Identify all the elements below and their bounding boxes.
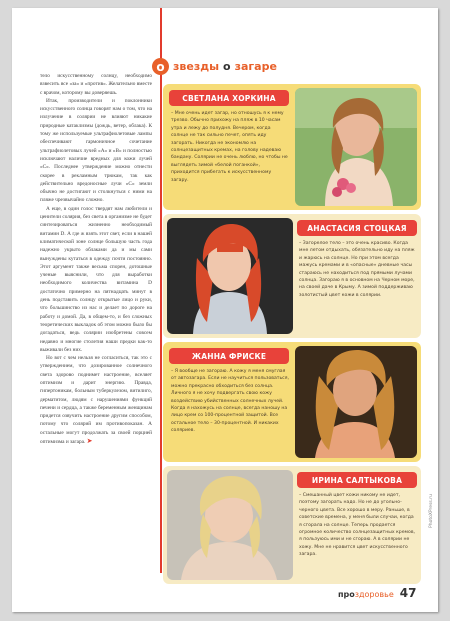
brand-logo-part: про — [338, 590, 355, 599]
page-number: 47 — [399, 586, 417, 600]
celebrity-photo — [295, 346, 417, 458]
celebrity-quote: – Мне очень идет загар, но отношусь я к нему трезво. Обычно прихожу на пляж в 10 часам утра и лежу до полудня. Вечером, когда солнце не так сильно печет, опять иду загорать. Никогда не экономлю на солнцезащитных кремах, на голову надеваю бандану. Солярии не очень люблю, но чтобы не выглядеть зимой «белой поганкой», приходится прибегать к искусственному загару. — [171, 111, 288, 183]
section-logo-icon: о — [152, 58, 169, 75]
column-divider — [160, 8, 162, 573]
article-paragraph — [40, 354, 152, 446]
celebrity-card — [163, 342, 421, 462]
celebrity-card — [163, 214, 421, 338]
celebrity-name: ЖАННА ФРИСКЕ — [169, 348, 289, 364]
celebrity-photo — [295, 88, 417, 206]
article-body — [40, 72, 152, 592]
magazine-page — [12, 8, 438, 612]
section-title-word: звезды — [173, 60, 220, 73]
brand-logo-part: здоровье — [354, 590, 394, 599]
celebrity-name: ИРИНА САЛТЫКОВА — [297, 472, 417, 488]
page-footer — [338, 586, 416, 600]
end-arrow-icon: ➤ — [86, 437, 93, 446]
celebrity-photo — [167, 218, 293, 334]
section-title — [152, 58, 277, 75]
article-paragraph-text: Но вот с чем нельзя не согласиться, так это с утверждением, что дозированное солнечного света здорово поднимет настроение, вселяет оптимизм и дарит энергию. Правда, гипертоникам, больным туберкулезом, витилиго, дерматитом, людям с нарушениями функций печени и сердца, а также беременным женщинам придется озвучить настроение другим способом, потому что солярий им противопоказан. А остальные могут продолжать за своей порцией оптимизма и загара. — [40, 355, 152, 446]
photo-credit: PhotoXPress.ru — [429, 494, 434, 528]
celebrity-photo — [167, 470, 293, 580]
celebrity-card — [163, 84, 421, 210]
celebrity-quote: – Загорелое тело – это очень красиво. Когда мне летом отдыхать, обязательно иду на пляж и жарюсь на солнце. Но при этом всегда мажусь кремами и в «опасные» дневные часы стараюсь не находиться под прямыми лучами солнца. Загораю я в основном на Черном море, на своей даче в Крыму. А зимой поддерживаю золотистый цвет кожи в солярии. — [299, 241, 415, 298]
celebrity-quote: – Я вообще не загораю. А кожу я меня смуглая от автозагара. Если не научиться пользоваться, можно прекрасно обходиться без солнца. Личного я не хочу подвергать свою кожу воздействию убийственных солнечных лучей. Когда я нахожусь на солнце, всегда наношу на лицо крем со 100-процентной защитой. Все остальное тело – 30-процентной. И никаких соляриев. — [171, 369, 289, 434]
article-paragraph: Итак, производители и поклонники искусственного солнца говорят нам о том, что на излучение в солярии не влияют никакие природные катаклизмы (дождь, ветер, облака). К тому же используемые ультрафиолетовые лампы обеспечивают гармоничное сочетание ультрафиолетовых лучей «А» и «В» и полностью исключают наличие вредных для кожи лучей «С». Последнее утверждение можно отнести скорее в рекламным трюкам, так как действительно вредоносные лучи «С» земли обычно не достигают и столкнуться с ними на пляже чрезвычайно сложно. — [40, 97, 152, 204]
article-paragraph: А еще, в один голос твердят нам любители и ценители солярия, без света в организме не будет синтезироваться жизненно необходимый витамин D. А где ж взять этот свет, если в нашей климатической зоне солнце большую часть года надежно укрыто облаками да и мы сами вынуждены кутаться в одежду почти постоянно. Этот аргумент также весьма спорен, дотошные ученые выяснили, что для выработки необходимого количества витамина D достаточно примерно на пятнадцать минут в день подставить солнцу открытые лицо и руки, что большинство из нас и делает по дороге на работу и домой. Да, в общем-то, и без сложных теоретических выкладок об этом можно было бы догадаться, ведь солярии изобретены совсем недавно и многие столетия наши предки как-то выживали без них. — [40, 205, 152, 353]
celebrity-card — [163, 466, 421, 584]
celebrity-name: АНАСТАСИЯ СТОЦКАЯ — [297, 220, 417, 236]
celebrity-name: СВЕТЛАНА ХОРКИНА — [169, 90, 289, 106]
celebrity-quote: – Смешанный цвет кожи никому не идет, поэтому загорать надо. Но не до угольно-черного цвета. Все хорошо в меру. Раньше, в советские времена, у меня были случаи, когда я сгорала на солнце. Теперь продается огромное количество солнцезащитных кремов, я пользуюсь ими и не сгораю. А в солярии не хожу. Мне не нравится цвет искусственного загара. — [299, 493, 415, 558]
article-paragraph: тело искусственному солнцу, необходимо взвесить все «за» и «против». Желательно вместе с врачом, которому вы доверяешь. — [40, 73, 152, 96]
section-title-word: загаре — [234, 60, 277, 73]
section-title-word: о — [223, 60, 231, 73]
